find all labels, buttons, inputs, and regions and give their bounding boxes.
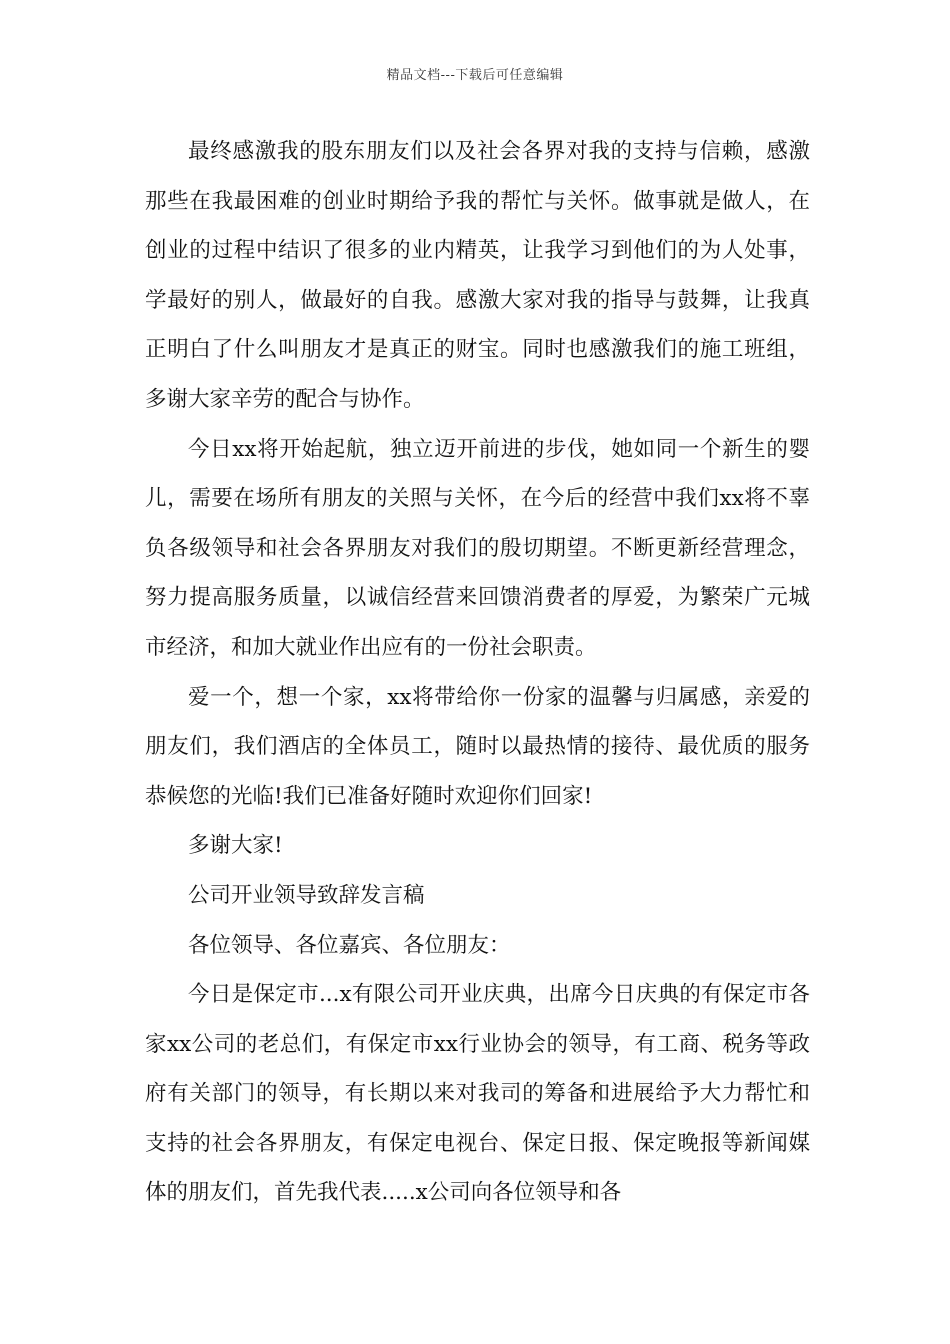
paragraph-2: 今日xx将开始起航，独立迈开前进的步伐，她如同一个新生的婴儿，需要在场所有朋友的关照与关怀，在今后的经营中我们xx将不辜负各级领导和社会各界朋友对我们的殷切期望。不断更新经营理念，努力提高服务质量，以诚信经营来回馈消费者的厚爱，为繁荣广元城市经济，和加大就业作出应有的一份社会职责。	[145, 436, 810, 660]
paragraph-3: 爱一个，想一个家，xx将带给你一份家的温馨与归属感，亲爱的朋友们，我们酒店的全体员工，随时以最热情的接待、最优质的服务恭候您的光临!我们已准备好随时欢迎你们回家!	[145, 684, 810, 809]
section-title: 公司开业领导致辞发言稿	[188, 882, 425, 908]
page-header: 精品文档---下载后可任意编辑	[386, 68, 564, 83]
paragraph-7: 今日是保定市...x有限公司开业庆典，出席今日庆典的有保定市各家xx公司的老总们，有保定市xx行业协会的领导，有工商、税务等政府有关部门的领导，有长期以来对我司的筹备和进展给予大力帮忙和支持的社会各界朋友，有保定电视台、保定日报、保定晚报等新闻媒体的朋友们，首先我代表.....x公司向各位领导和各	[145, 982, 810, 1206]
document-body	[145, 127, 810, 1218]
paragraph-4: 多谢大家!	[188, 833, 283, 859]
salutation: 各位领导、各位嘉宾、各位朋友：	[188, 932, 511, 958]
paragraph-1: 最终感激我的股东朋友们以及社会各界对我的支持与信赖，感激那些在我最困难的创业时期给予我的帮忙与关怀。做事就是做人，在创业的过程中结识了很多的业内精英，让我学习到他们的为人处事，学最好的别人，做最好的自我。感激大家对我的指导与鼓舞，让我真正明白了什么叫朋友才是真正的财宝。同时也感激我们的施工班组，多谢大家辛劳的配合与协作。	[145, 139, 810, 412]
